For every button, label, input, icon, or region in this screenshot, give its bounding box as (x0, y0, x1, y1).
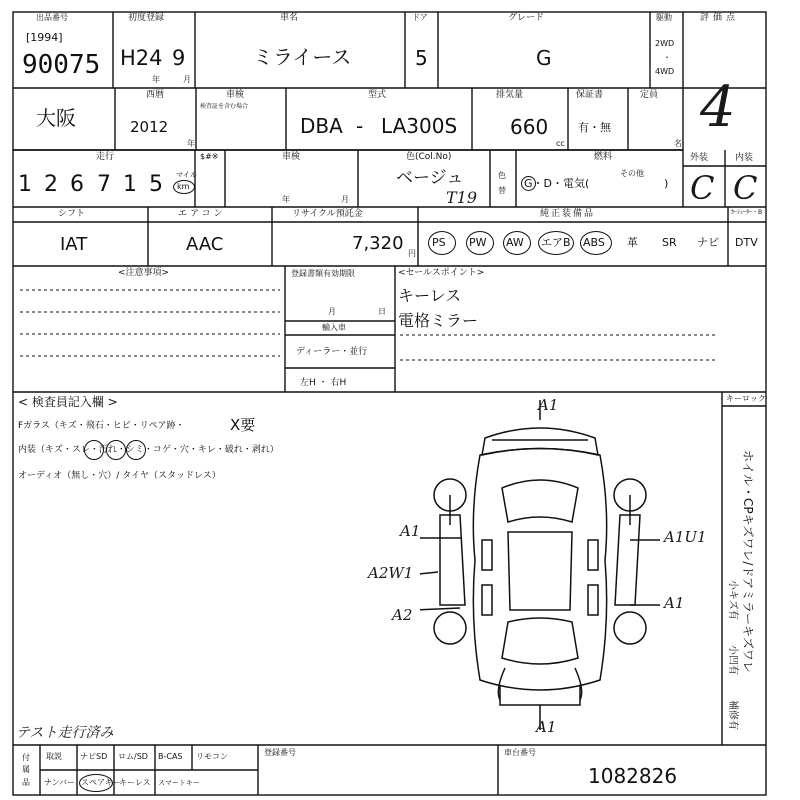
inspector-line1-mark: X要 (230, 416, 256, 434)
drive-label: 駆動 (656, 13, 672, 22)
lot-label: 出品番号 (36, 13, 68, 22)
model-year-unit: 年 (187, 139, 195, 148)
mileage-digit: 7 (97, 172, 111, 197)
first-reg-label: 初度登録 (128, 13, 165, 23)
sales-point: キーレス (398, 286, 462, 305)
footer-keyless: キーレス (119, 778, 151, 787)
handwritten-note: テスト走行済み (16, 725, 114, 741)
inspection-date-label: 車検 (282, 152, 301, 162)
door-label: ドア (412, 13, 428, 22)
color-code: T19 (446, 188, 478, 207)
damage-mark-right-upper: A1U1 (664, 528, 707, 546)
score-label: 評価点 (700, 13, 740, 23)
footer-navi-sd: ナビSD (80, 752, 108, 761)
dealer-label: ディーラー・並行 (296, 347, 368, 357)
side-repair: 補修有 (727, 700, 738, 730)
interior-check-circle (126, 440, 146, 460)
equipment-ps: PS (432, 236, 446, 249)
model-prefix: DBA (300, 114, 343, 138)
ac-label: エアコン (178, 209, 226, 219)
damage-mark-right-lower: A1 (664, 594, 685, 612)
fuel-other: その他 (620, 169, 644, 178)
equipment-dtv: DTV (735, 236, 758, 249)
displacement: 660 (510, 115, 549, 139)
model-code: LA300S (381, 114, 458, 138)
model-year: 2012 (130, 118, 169, 136)
damage-mark-left-lower: A2 (392, 606, 413, 624)
car-name-label: 車名 (280, 13, 299, 23)
door-count: 5 (415, 46, 428, 70)
recycle-label: リサイクル預託金 (292, 209, 363, 219)
caution-label: <注意事項> (118, 268, 170, 278)
side-small-scratch: 小キズ有 (727, 580, 738, 620)
handle-label: 左H ・ 右H (300, 378, 347, 388)
lot-number: 90075 (22, 50, 101, 80)
equipment-abs: ABS (583, 236, 605, 249)
damage-mark-top: A1 (538, 396, 559, 414)
inspection-year-unit: 年 (282, 195, 290, 204)
mileage-digit: 6 (70, 172, 84, 197)
damage-mark-bottom: A1 (536, 718, 557, 736)
footer-number: ナンバー (44, 778, 76, 787)
model-year-label: 西暦 (146, 90, 165, 100)
cc-unit: cc (556, 139, 565, 148)
car-diagram (420, 396, 660, 735)
inspector-title: < 検査員記入欄 > (18, 395, 118, 409)
side-note: ホイル・CPキズワレ/ドアミラーキズワレ (741, 450, 755, 673)
footer-rom-sd: ロム/SD (118, 752, 148, 761)
yen-unit: 円 (408, 249, 416, 258)
dtv-header: ｶｰｼｪｰﾀｰ・B (731, 209, 763, 216)
damage-mark-left-middle: A2W1 (368, 564, 414, 582)
inspection-label: 車検 (226, 90, 245, 100)
grade-value: G (536, 46, 552, 70)
side-small-dent: 小凹有 (727, 645, 738, 675)
equipment-leather: 革 (627, 236, 638, 249)
mileage-digit: 2 (44, 172, 58, 197)
footer-spare-key: スペアキー (81, 778, 121, 787)
first-reg-value: H24 (120, 46, 163, 70)
location: 大阪 (36, 106, 76, 130)
import-label: 輸入車 (322, 323, 346, 332)
drive-2wd: 2WD (655, 39, 675, 48)
exterior-grade: C (690, 169, 715, 207)
equipment-aw: AW (506, 236, 524, 249)
footer-bcas: B-CAS (158, 752, 183, 761)
fuel-value: G・D・電気( (524, 177, 590, 190)
equipment-sr: SR (662, 236, 677, 249)
damage-mark-left-upper: A1 (400, 522, 421, 540)
drive-4wd: 4WD (655, 67, 675, 76)
footer-smart-key: スマートキー (158, 779, 200, 787)
warranty-label: 保証書 (576, 90, 604, 100)
mileage-label: 走行 (96, 152, 115, 162)
reg-deadline-label: 登録書類有効期限 (291, 269, 355, 278)
footer-side-label: 付 属 品 (22, 753, 30, 787)
interior-label: 内装 (735, 153, 754, 163)
mile-label: マイル (176, 171, 197, 179)
interior-grade: C (733, 169, 758, 207)
color-value: ベージュ (396, 168, 464, 188)
car-name: ミライース (253, 45, 352, 69)
year-unit: 年 (152, 75, 160, 84)
warranty-value: 有・無 (578, 121, 611, 134)
equipment-label: 純正装備品 (540, 209, 596, 219)
exterior-label: 外装 (690, 153, 709, 163)
equipment-navi: ナビ (697, 236, 719, 249)
inspector-line3: オーディオ（無し・穴）/ タイヤ（スタッドレス） (18, 471, 221, 481)
footer-serial-label: 登録番号 (264, 748, 296, 757)
mileage-digit: 5 (149, 172, 163, 197)
capacity-label: 定員 (640, 90, 659, 100)
year-tag: [1994] (26, 31, 63, 44)
fuel-label: 燃料 (594, 152, 613, 162)
equipment-airbag: エアB (541, 236, 571, 249)
equipment-pw: PW (469, 236, 487, 249)
month-unit: 月 (183, 75, 191, 84)
grade-label: グレード (508, 13, 545, 23)
shift-value: IAT (60, 234, 88, 255)
sales-point: 電格ミラー (398, 311, 479, 330)
recycle-fee: 7,320 (352, 233, 404, 254)
mileage-digit: 1 (123, 172, 137, 197)
footer-remote: リモコン (196, 752, 228, 761)
interior-check-circle (106, 440, 126, 460)
drive-dot: ・ (663, 53, 671, 62)
displacement-label: 排気量 (496, 90, 524, 100)
reg-month-unit: 月 (328, 307, 336, 316)
shift-label: シフト (58, 209, 86, 219)
interior-check-circle (84, 440, 104, 460)
first-reg-month: 9 (172, 46, 186, 70)
repair-label: $#※ (200, 152, 219, 161)
inspector-line1: Fガラス（キズ・飛石・ヒビ・リペア跡・ (18, 421, 185, 431)
key-lock-label: キーロック (726, 394, 766, 403)
fuel-close: ) (664, 177, 669, 190)
score-handwritten: 4 (700, 75, 736, 140)
footer-chassis-label: 車台番号 (504, 748, 536, 757)
reg-day-unit: 日 (378, 307, 386, 316)
footer-docs: 取説 (46, 752, 62, 761)
sales-points-label: <セールスポイント> (398, 268, 485, 278)
model-label: 型式 (368, 90, 387, 100)
inspector-line2: 内装（キズ・スレ・汚れ・シミ・コゲ・穴・キレ・破れ・剥れ） (18, 445, 279, 455)
ac-value: AAC (186, 234, 224, 255)
model-dash: - (356, 114, 364, 138)
km-label: km (177, 182, 190, 191)
inspection-note: 検査証を含む場合 (200, 103, 249, 110)
mileage-digit: 1 (18, 172, 32, 197)
color-change-label: 色替 (498, 171, 506, 196)
capacity-unit: 名 (674, 139, 682, 148)
color-label: 色(Col.No) (406, 152, 452, 162)
inspection-month-unit: 月 (341, 195, 349, 204)
chassis-number: 1082826 (588, 764, 678, 788)
